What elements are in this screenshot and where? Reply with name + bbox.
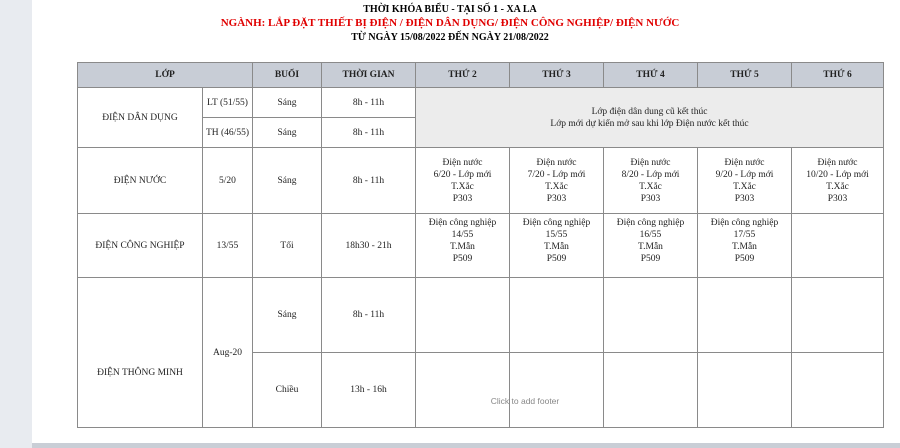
table-row — [78, 148, 884, 214]
empty-cell — [792, 214, 884, 278]
cell-subject: Điện nước — [630, 157, 671, 168]
time: 8h - 11h — [322, 148, 416, 214]
session: Sáng — [253, 148, 322, 214]
date-range: TỪ NGÀY 15/08/2022 ĐẾN NGÀY 21/08/2022 — [351, 32, 549, 43]
schedule-cell — [416, 214, 510, 278]
header-lop: LỚP — [78, 63, 253, 88]
empty-cell — [698, 353, 792, 428]
cell-room: P303 — [546, 193, 567, 204]
table-row — [78, 214, 884, 278]
schedule-cell — [604, 148, 698, 214]
notice-cell — [416, 88, 884, 148]
cell-detail: 6/20 - Lớp mới — [433, 169, 492, 180]
cell-detail: 10/20 - Lớp mới — [806, 169, 869, 180]
empty-cell — [792, 278, 884, 353]
cell-detail: 7/20 - Lớp mới — [527, 169, 586, 180]
cell-teacher: T.Mẫn — [732, 242, 757, 252]
class-count: Aug-20 — [203, 278, 253, 428]
cell-detail: 14/55 — [451, 230, 474, 240]
class-name: ĐIỆN NƯỚC — [78, 148, 203, 214]
schedule-cell — [698, 148, 792, 214]
class-name: ĐIỆN DÂN DỤNG — [78, 88, 203, 148]
cell-subject: Điện công nghiệp — [616, 218, 685, 228]
schedule-cell — [510, 214, 604, 278]
empty-cell — [416, 278, 510, 353]
cell-subject: Điện nước — [536, 157, 577, 168]
cell-subject: Điện nước — [442, 157, 483, 168]
session: Tối — [253, 214, 322, 278]
table-row — [78, 278, 884, 353]
cell-room: P303 — [452, 193, 473, 204]
cell-teacher: T.Mẫn — [638, 242, 663, 252]
notice-line: Lớp điện dân dung cũ kết thúc — [591, 106, 708, 117]
notice-line: Lớp mới dự kiến mở sau khi lớp Điện nước kết thúc — [550, 118, 749, 129]
cell-detail: 9/20 - Lớp mới — [715, 169, 774, 180]
schedule-cell — [604, 214, 698, 278]
cell-teacher: T.Xắc — [826, 181, 849, 192]
cell-teacher: T.Mẫn — [544, 242, 569, 252]
cell-room: P509 — [734, 254, 755, 264]
timetable — [77, 62, 884, 428]
cell-detail: 15/55 — [545, 230, 568, 240]
class-name: ĐIỆN THÔNG MINH — [78, 278, 203, 428]
cell-room: P303 — [734, 193, 755, 204]
class-count: 13/55 — [203, 214, 253, 278]
page-edge — [32, 443, 900, 448]
time: 18h30 - 21h — [322, 214, 416, 278]
empty-cell — [604, 353, 698, 428]
cell-teacher: T.Xắc — [451, 181, 474, 192]
cell-room: P303 — [827, 193, 848, 204]
empty-cell — [604, 278, 698, 353]
schedule-cell — [792, 148, 884, 214]
class-count: LT (51/55) — [203, 88, 253, 118]
cell-subject: Điện công nghiệp — [428, 218, 497, 228]
class-name: ĐIỆN CÔNG NGHIỆP — [78, 214, 203, 278]
cell-teacher: T.Mẫn — [450, 242, 475, 252]
cell-subject: Điện nước — [817, 157, 858, 168]
header-day: THỨ 2 — [416, 63, 510, 88]
page-title: THỜI KHÓA BIỂU - TẠI SỐ 1 - XA LA — [363, 4, 537, 15]
cell-subject: Điện công nghiệp — [710, 218, 779, 228]
header-day: THỨ 6 — [792, 63, 884, 88]
empty-cell — [510, 353, 604, 428]
page-subtitle: NGÀNH: LẮP ĐẶT THIẾT BỊ ĐIỆN / ĐIỆN DÂN DỤNG/ ĐIỆN CÔNG NGHIỆP/ ĐIỆN NƯỚC — [220, 17, 680, 29]
cell-detail: 8/20 - Lớp mới — [621, 169, 680, 180]
cell-subject: Điện nước — [724, 157, 765, 168]
time: 13h - 16h — [322, 353, 416, 428]
cell-teacher: T.Xắc — [639, 181, 662, 192]
header-day: THỨ 3 — [510, 63, 604, 88]
header-buoi: BUỔI — [253, 63, 322, 88]
cell-detail: 17/55 — [733, 230, 756, 240]
class-count: TH (46/55) — [203, 118, 253, 148]
empty-cell — [698, 278, 792, 353]
cell-subject: Điện công nghiệp — [522, 218, 591, 228]
schedule-cell — [416, 148, 510, 214]
header-day: THỨ 5 — [698, 63, 792, 88]
time: 8h - 11h — [322, 118, 416, 148]
time: 8h - 11h — [322, 278, 416, 353]
cell-teacher: T.Xắc — [545, 181, 568, 192]
cell-detail: 16/55 — [639, 230, 662, 240]
session: Sáng — [253, 88, 322, 118]
schedule-cell — [510, 148, 604, 214]
cell-room: P303 — [640, 193, 661, 204]
header-day: THỨ 4 — [604, 63, 698, 88]
session: Sáng — [253, 118, 322, 148]
class-count: 5/20 — [203, 148, 253, 214]
empty-cell — [416, 353, 510, 428]
cell-teacher: T.Xắc — [733, 181, 756, 192]
session: Sáng — [253, 278, 322, 353]
schedule-cell — [698, 214, 792, 278]
table-row — [78, 88, 884, 118]
time: 8h - 11h — [322, 88, 416, 118]
empty-cell — [510, 278, 604, 353]
empty-cell — [792, 353, 884, 428]
footer-placeholder[interactable]: Click to add footer — [490, 396, 560, 406]
cell-room: P509 — [452, 254, 473, 264]
cell-room: P509 — [546, 254, 567, 264]
header-row — [78, 63, 884, 88]
header-thoi-gian: THỜI GIAN — [322, 63, 416, 88]
session: Chiều — [253, 353, 322, 428]
cell-room: P509 — [640, 254, 661, 264]
